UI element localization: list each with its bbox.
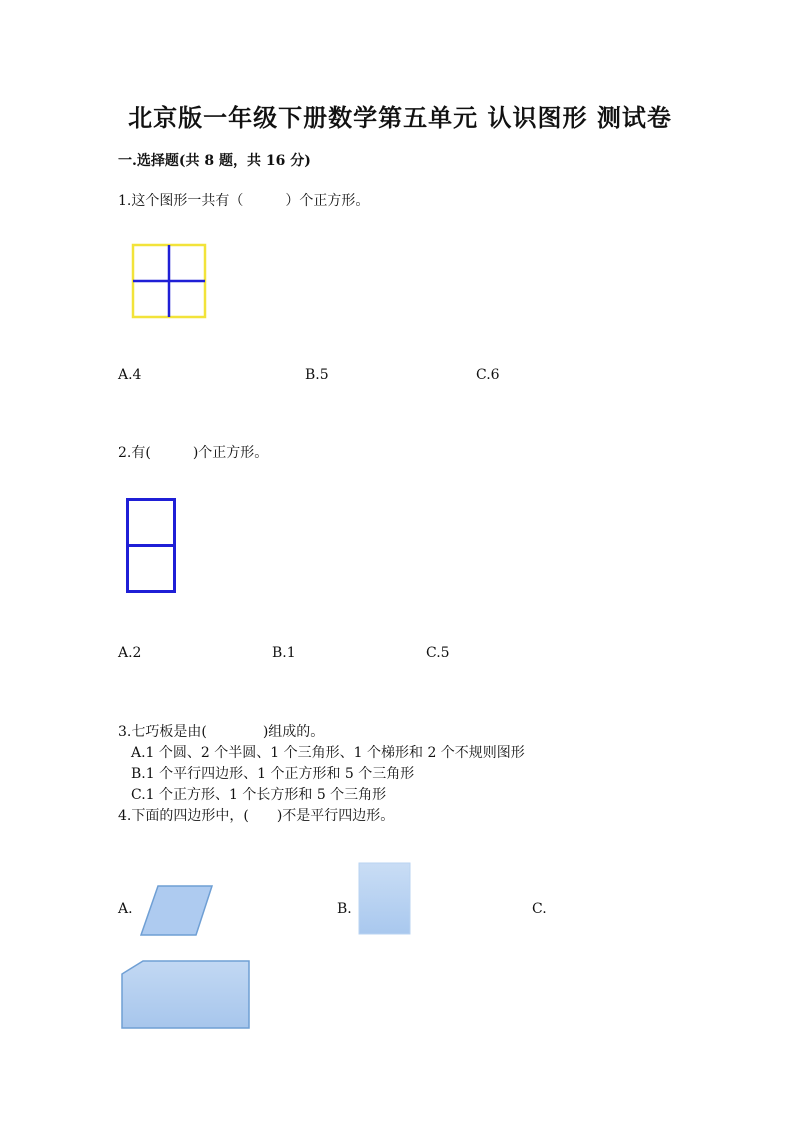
question-4-text: 4.下面的四边形中，( )不是平行四边形。 — [118, 808, 395, 824]
q1-option-c: C.6 — [476, 367, 500, 383]
q4-option-a: A. — [118, 901, 133, 917]
q4-option-c: C. — [532, 901, 547, 917]
question-2-text: 2.有( )个正方形。 — [118, 445, 269, 461]
q1-option-b: B.5 — [305, 367, 329, 383]
q4-option-b: B. — [337, 901, 352, 917]
q4-rectangle-shape — [358, 862, 412, 936]
question-1-text: 1.这个图形一共有（ ）个正方形。 — [118, 193, 370, 209]
page-title: 北京版一年级下册数学第五单元 认识图形 测试卷 — [128, 103, 672, 132]
q3-option-b: B.1 个平行四边形、1 个正方形和 5 个三角形 — [131, 766, 415, 782]
q2-option-b: B.1 — [272, 645, 296, 661]
q3-option-c: C.1 个正方形、1 个长方形和 5 个三角形 — [131, 787, 387, 803]
q1-option-a: A.4 — [118, 367, 142, 383]
section-heading: 一.选择题(共 8 题，共 16 分) — [118, 153, 311, 169]
question-1-figure — [132, 244, 208, 320]
question-2-figure — [126, 498, 178, 594]
q3-option-a: A.1 个圆、2 个半圆、1 个三角形、1 个梯形和 2 个不规则图形 — [131, 745, 525, 761]
question-3-text: 3.七巧板是由( )组成的。 — [118, 724, 325, 740]
q4-pentagon-shape — [121, 960, 251, 1030]
q2-option-a: A.2 — [118, 645, 142, 661]
q2-option-c: C.5 — [426, 645, 450, 661]
q4-parallelogram-shape — [140, 885, 214, 937]
